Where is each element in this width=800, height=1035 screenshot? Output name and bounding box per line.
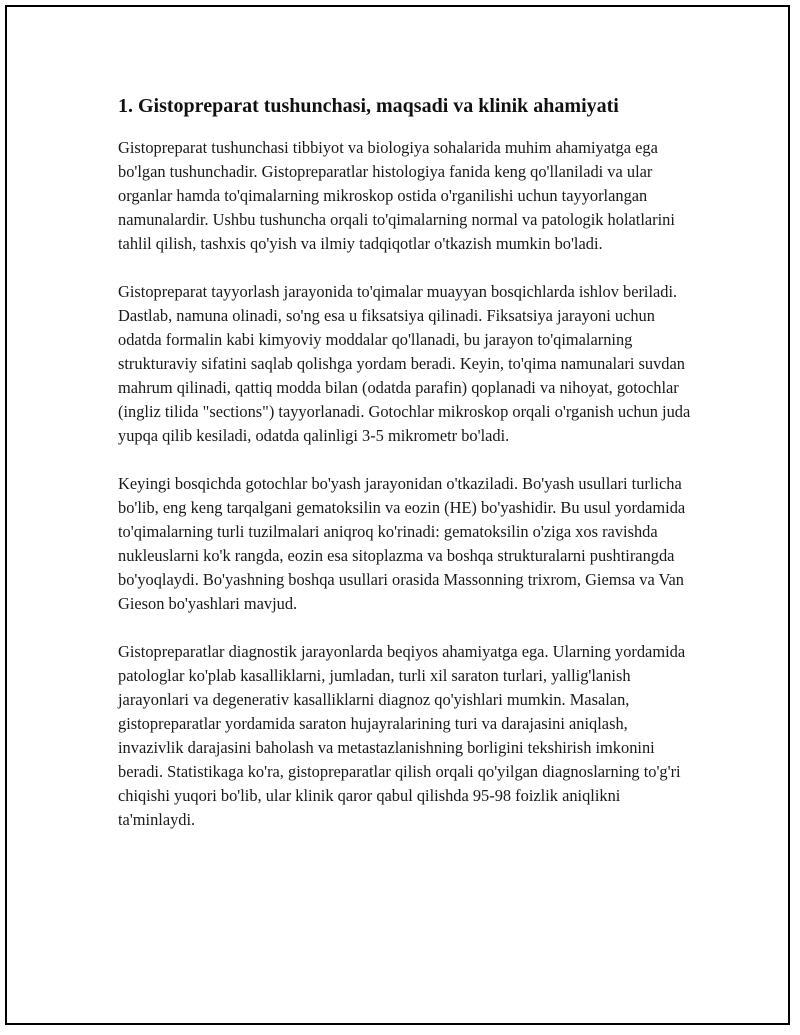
- paragraph-definition: Gistopreparat tushunchasi tibbiyot va biologiya sohalarida muhim ahamiyatga ega bo'lgan tushunchadir. Gistopreparatlar histologiya fanida keng qo'llaniladi va ular organlar hamda to'qimalarning mikroskop ostida o'rganilishi uchun tayyorlangan namunalardir. Ushbu tushuncha orqali to'qimalarning normal va patologik holatlarini tahlil qilish, tashxis qo'yish va ilmiy tadqiqotlar o'tkazish mumkin bo'ladi.: [118, 138, 675, 253]
- section-heading: 1. Gistopreparat tushunchasi, maqsadi va klinik ahamiyati: [118, 95, 619, 117]
- paragraph-preparation: Gistopreparat tayyorlash jarayonida to'qimalar muayyan bosqichlarda ishlov beriladi. Dastlab, namuna olinadi, so'ng esa u fiksatsiya qilinadi. Fiksatsiya jarayoni uchun odatda formalin kabi kimyoviy moddalar qo'llanadi, bu jarayon to'qimalarning strukturaviy sifatini saqlab qolishga yordam beradi. Keyin, to'qima namunalari suvdan mahrum qilinadi, qattiq modda bilan (odatda parafin) qoplanadi va nihoyat, gotochlar (ingliz tilida "sections") tayyorlanadi. Gotochlar mikroskop orqali o'rganish uchun juda yupqa qilib kesiladi, odatda qalinligi 3-5 mikrometr bo'ladi.: [118, 282, 691, 445]
- document-body: [118, 92, 693, 832]
- paragraph-diagnostics: Gistopreparatlar diagnostik jarayonlarda beqiyos ahamiyatga ega. Ularning yordamida patologlar ko'plab kasalliklarni, jumladan, turli xil saraton turlari, yallig'lanish jarayonlari va degenerativ kasalliklarni diagnoz qo'yishlari mumkin. Masalan, gistopreparatlar yordamida saraton hujayralarining turi va darajasini aniqlash, invazivlik darajasini baholash va metastazlanishning borligini tekshirish imkonini beradi. Statistikaga ko'ra, gistopreparatlar qilish orqali qo'yilgan diagnoslarning to'g'ri chiqishi yuqori bo'lib, ular klinik qaror qabul qilishda 95-98 foizlik aniqlikni ta'minlaydi.: [118, 642, 686, 829]
- paragraph-staining: Keyingi bosqichda gotochlar bo'yash jarayonidan o'tkaziladi. Bo'yash usullari turlicha bo'lib, eng keng tarqalgani gematoksilin va eozin (HE) bo'yashidir. Bu usul yordamida to'qimalarning turli tuzilmalari aniqroq ko'rinadi: gematoksilin o'ziga xos ravishda nukleuslarni ko'k rangda, eozin esa sitoplazma va boshqa strukturalarni pushtirangda bo'yoqlaydi. Bo'yashning boshqa usullari orasida Massonning trixrom, Giemsa va Van Gieson bo'yashlari mavjud.: [118, 474, 686, 613]
